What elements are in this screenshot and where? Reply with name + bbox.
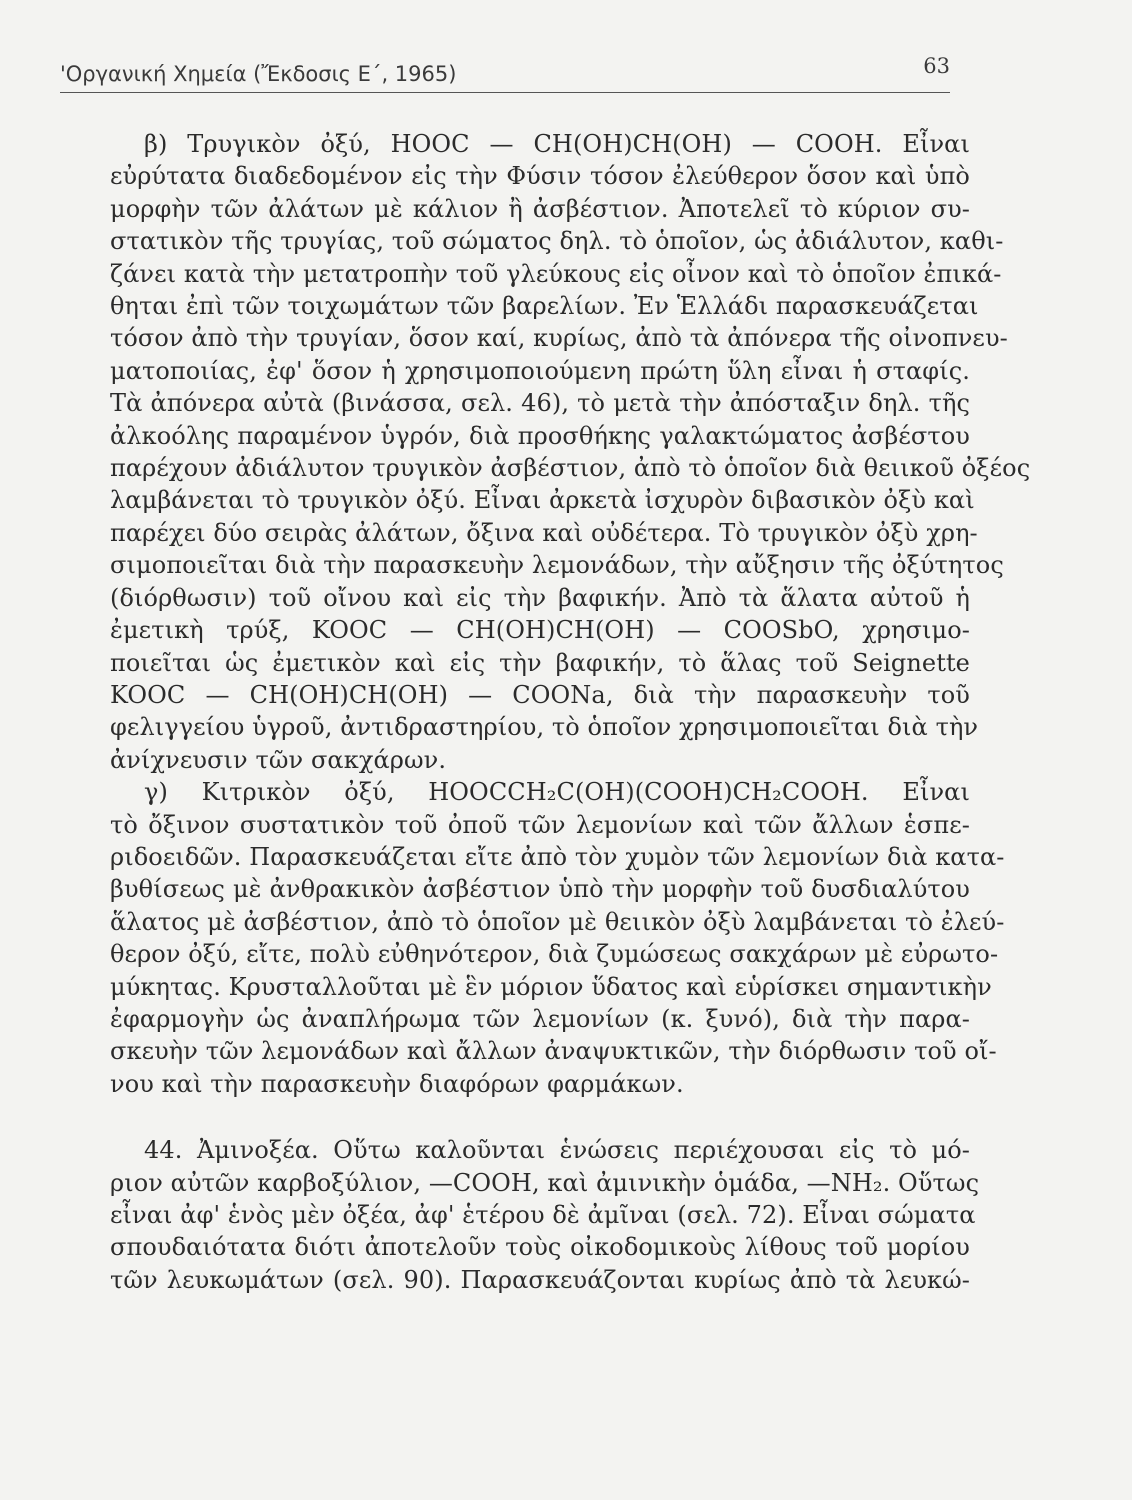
text-line: νου καὶ τὴν παρασκευὴν διαφόρων φαρμάκων. bbox=[110, 1069, 684, 1098]
text-line: Τὰ ἀπόνερα αὐτὰ (βινάσσα, σελ. 46), τὸ μετὰ τὴν ἀπόσταξιν δηλ. τῆς bbox=[110, 389, 970, 418]
text-line: φελιγγείου ὑγροῦ, ἀντιδραστηρίου, τὸ ὁποῖον χρησιμοποιεῖται διὰ τὴν bbox=[110, 713, 979, 742]
section-gap bbox=[110, 1100, 970, 1134]
text-line: ἐμετικὴ τρύξ, KOOC — CH(OH)CH(OH) — COOSbO, χρησιμο- bbox=[110, 616, 970, 645]
text-line: τῶν λευκωμάτων (σελ. 90). Παρασκευάζονται κυρίως ἀπὸ τὰ λευκώ- bbox=[110, 1265, 970, 1294]
running-header bbox=[60, 52, 950, 93]
text-line: σιμοποιεῖται διὰ τὴν παρασκευὴν λεμονάδων, τὴν αὔξησιν τῆς ὀξύτητος bbox=[110, 551, 1004, 580]
text-line: ζάνει κατὰ τὴν μετατροπὴν τοῦ γλεύκους εἰς οἶνον καὶ τὸ ὁποῖον ἐπικά- bbox=[110, 259, 1002, 288]
text-line: ἀλκοόλης παραμένον ὑγρόν, διὰ προσθήκης γαλακτώματος ἀσβέστου bbox=[110, 421, 970, 450]
text-line: μύκητας. Κρυσταλλοῦται μὲ ἓν μόριον ὕδατος καὶ εὑρίσκει σημαντικὴν bbox=[110, 972, 992, 1001]
text-line: KOOC — CH(OH)CH(OH) — COONa, διὰ τὴν παρασκευὴν τοῦ bbox=[110, 680, 970, 709]
text-line: ἅλατος μὲ ἀσβέστιον, ἀπὸ τὸ ὁποῖον μὲ θειικὸν ὀξὺ λαμβάνεται τὸ ἐλεύ- bbox=[110, 907, 1005, 936]
text-line: σκευὴν τῶν λεμονάδων καὶ ἄλλων ἀναψυκτικῶν, τὴν διόρθωσιν τοῦ οἴ- bbox=[110, 1037, 997, 1066]
text-line: θερον ὀξύ, εἴτε, πολὺ εὐθηνότερον, διὰ ζυμώσεως σακχάρων μὲ εὐρωτο- bbox=[110, 940, 999, 969]
text-line: ριον αὐτῶν καρβοξύλιον, —COOH, καὶ ἀμινικὴν ὁμάδα, —NH₂. Οὕτως bbox=[110, 1168, 980, 1197]
body-text bbox=[110, 128, 1031, 1296]
text-line: τόσον ἀπὸ τὴν τρυγίαν, ὅσον καί, κυρίως, ἀπὸ τὰ ἀπόνερα τῆς οἰνοπνευ- bbox=[110, 324, 1008, 353]
text-line: παρέχουν ἀδιάλυτον τρυγικὸν ἀσβέστιον, ἀπὸ τὸ ὁποῖον διὰ θειικοῦ ὀξέος bbox=[110, 454, 1031, 483]
text-line: ποιεῖται ὡς ἐμετικὸν καὶ εἰς τὴν βαφικήν, τὸ ἅλας τοῦ Seignette bbox=[110, 648, 970, 677]
paragraph-tartaric-acid bbox=[110, 128, 1031, 776]
text-line: τὸ ὄξινον συστατικὸν τοῦ ὀποῦ τῶν λεμονίων καὶ τῶν ἄλλων ἑσπε- bbox=[110, 810, 970, 839]
text-line: εὐρύτατα διαδεδομένον εἰς τὴν Φύσιν τόσον ἐλεύθερον ὅσον καὶ ὑπὸ bbox=[110, 162, 970, 191]
text-line: 44. Ἀμινοξέα. Οὕτω καλοῦνται ἑνώσεις περιέχουσαι εἰς τὸ μό- bbox=[144, 1136, 970, 1165]
page-number: 63 bbox=[923, 54, 950, 78]
text-line: παρέχει δύο σειρὰς ἀλάτων, ὄξινα καὶ οὐδέτερα. Τὸ τρυγικὸν ὀξὺ χρη- bbox=[110, 518, 978, 547]
text-line: ἐφαρμογὴν ὡς ἀναπλήρωμα τῶν λεμονίων (κ. ξυνό), διὰ τὴν παρα- bbox=[110, 1004, 970, 1033]
text-line: γ) Κιτρικὸν ὀξύ, HOOCCH₂C(OH)(COOH)CH₂COOH. Εἶναι bbox=[144, 778, 970, 807]
text-line: σπουδαιότατα διότι ἀποτελοῦν τοὺς οἰκοδομικοὺς λίθους τοῦ μορίου bbox=[110, 1233, 970, 1262]
paragraph-citric-acid bbox=[110, 776, 1005, 1100]
text-line: ματοποιίας, ἐφ' ὅσον ἡ χρησιμοποιούμενη πρώτη ὕλη εἶναι ἡ σταφίς. bbox=[110, 356, 970, 385]
text-line: βυθίσεως μὲ ἀνθρακικὸν ἀσβέστιον ὑπὸ τὴν μορφὴν τοῦ δυσδιαλύτου bbox=[110, 875, 970, 904]
header-title: 'Οργανική Χημεία (Ἔκδοσις Ε΄, 1965) bbox=[60, 62, 457, 86]
text-line: β) Τρυγικὸν ὀξύ, HOOC — CH(OH)CH(OH) — COOH. Εἶναι bbox=[144, 130, 970, 158]
paragraph-amino-acids bbox=[110, 1134, 980, 1296]
text-line: μορφὴν τῶν ἀλάτων μὲ κάλιον ἢ ἀσβέστιον. Ἀποτελεῖ τὸ κύριον συ- bbox=[110, 194, 970, 223]
text-line: θηται ἐπὶ τῶν τοιχωμάτων τῶν βαρελίων. Ἐν Ἑλλάδι παρασκευάζεται bbox=[110, 292, 979, 321]
text-line: (διόρθωσιν) τοῦ οἴνου καὶ εἰς τὴν βαφικήν. Ἀπὸ τὰ ἅλατα αὐτοῦ ἡ bbox=[110, 583, 970, 612]
text-line: στατικὸν τῆς τρυγίας, τοῦ σώματος δηλ. τὸ ὁποῖον, ὡς ἀδιάλυτον, καθι- bbox=[110, 227, 1004, 256]
text-line: εἶναι ἀφ' ἑνὸς μὲν ὀξέα, ἀφ' ἑτέρου δὲ ἀμῖναι (σελ. 72). Εἶναι σώματα bbox=[110, 1201, 976, 1229]
text-line: ριδοειδῶν. Παρασκευάζεται εἴτε ἀπὸ τὸν χυμὸν τῶν λεμονίων διὰ κατα- bbox=[110, 842, 1005, 871]
text-line: λαμβάνεται τὸ τρυγικὸν ὀξύ. Εἶναι ἀρκετὰ ἰσχυρὸν διβασικὸν ὀξὺ καὶ bbox=[110, 486, 975, 515]
text-line: ἀνίχνευσιν τῶν σακχάρων. bbox=[110, 745, 447, 774]
